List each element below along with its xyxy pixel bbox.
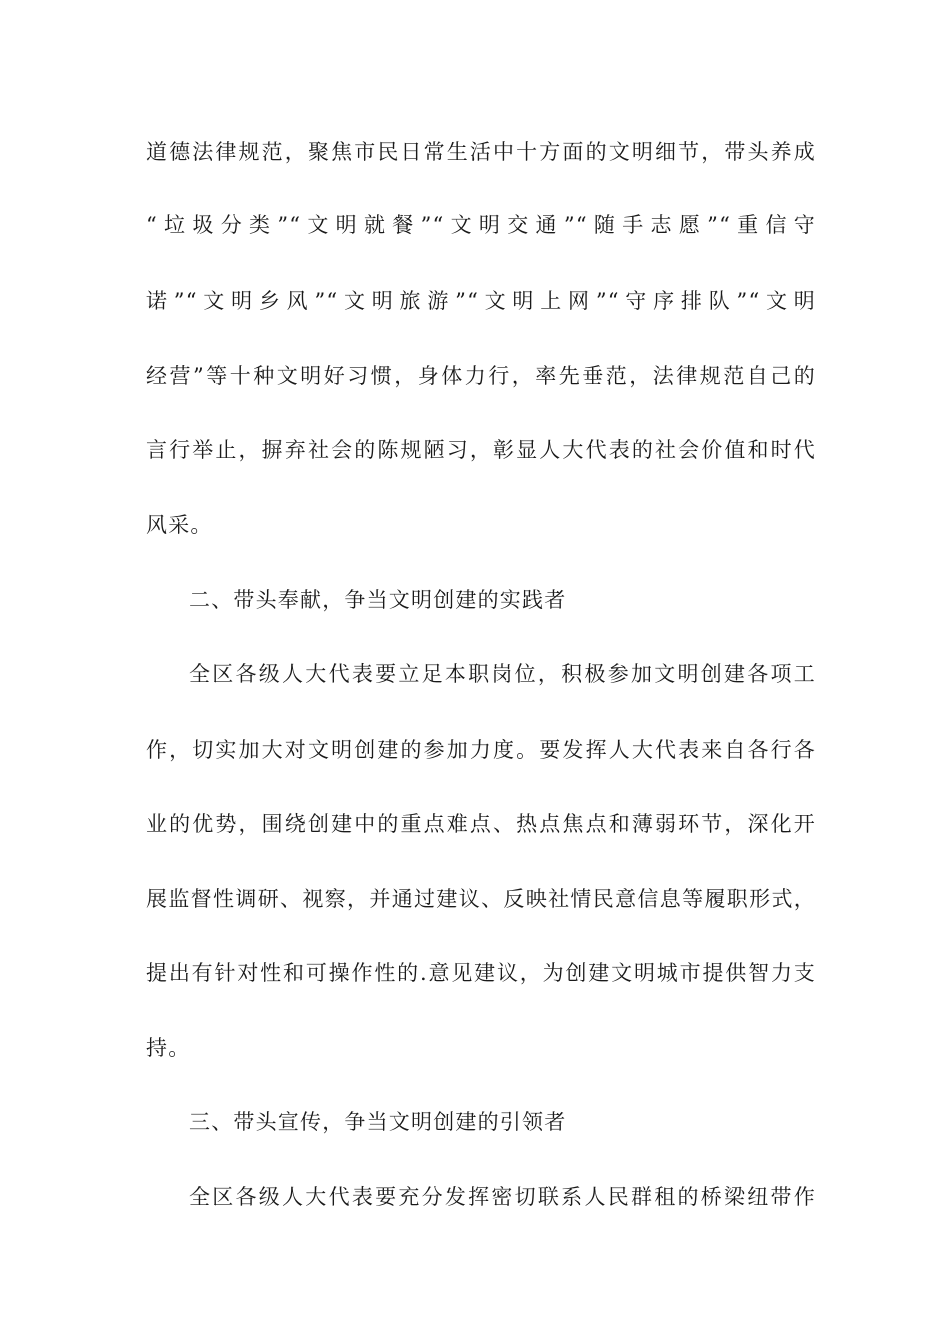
body-line: 展监督性调研、视察，并通过建议、反映社情民意信息等履职形式， [146,887,816,911]
body-line: “垃圾分类”“文明就餐”“文明交通”“随手志愿”“重信守 [146,213,816,237]
body-line: 作，切实加大对文明创建的参加力度。要发挥人大代表来自各行各 [146,738,816,762]
body-line: 提出有针对性和可操作性的.意见建议，为创建文明城市提供智力支 [146,961,816,985]
body-line: 诺”“文明乡风”“文明旅游”“文明上网”“守序排队”“文明 [146,289,816,313]
body-line: 风采。 [146,513,213,537]
body-line: 言行举止，摒弃社会的陈规陋习，彰显人大代表的社会价值和时代 [146,438,816,462]
section-heading: 二、带头奉献，争当文明创建的实践者 [189,588,567,612]
body-line: 业的优势，围绕创建中的重点难点、热点焦点和薄弱环节，深化开 [146,812,816,836]
body-line: 经营”等十种文明好习惯，身体力行，率先垂范，法律规范自己的 [146,364,816,388]
body-line: 全区各级人大代表要立足本职岗位，积极参加文明创建各项工 [189,662,816,686]
body-line: 持。 [146,1036,191,1060]
body-line: 全区各级人大代表要充分发挥密切联系人民群租的桥梁纽带作 [189,1185,816,1209]
body-line: 道德法律规范，聚焦市民日常生活中十方面的文明细节，带头养成 [146,140,816,164]
section-heading: 三、带头宣传，争当文明创建的引领者 [189,1110,567,1134]
